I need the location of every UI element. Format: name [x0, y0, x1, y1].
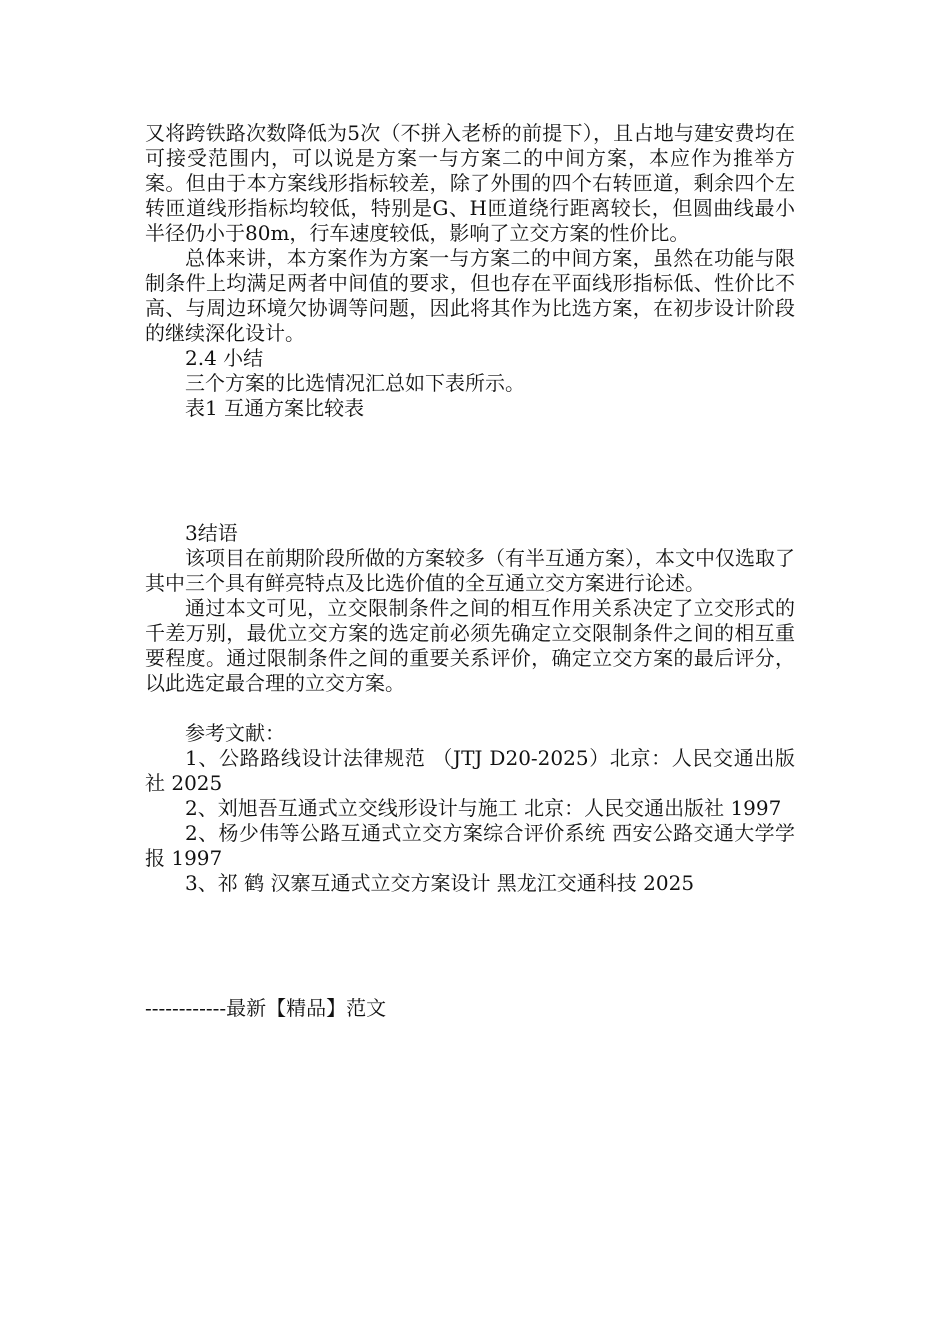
body-paragraph-3: 三个方案的比选情况汇总如下表所示。	[185, 371, 525, 395]
table-caption: 表1 互通方案比较表	[185, 396, 365, 420]
body-paragraph-1: 又将跨铁路次数降低为5次（不拼入老桥的前提下），且占地与建安费均在可接受范围内，可以说是方案一与方案二的中间方案，本应作为推举方案。但由于本方案线形指标较差，除了外围的四个右转匝道，剩余四个左转匝道线形指标均较低，特别是G、H匝道绕行距离较长，但圆曲线最小半径仍小于80m，行车速度较低，影响了立交方案的性价比。	[145, 121, 795, 245]
section-heading-3: 3结语	[185, 521, 238, 545]
reference-item-1: 1、公路路线设计法律规范 （JTJ D20-2025）北京：人民交通出版社 2025	[145, 746, 795, 795]
spacer	[145, 696, 795, 721]
reference-item-4: 3、祁 鹤 汉寨互通式立交方案设计 黑龙江交通科技 2025	[185, 871, 695, 895]
document-page	[145, 121, 795, 896]
table-placeholder-space	[145, 421, 795, 521]
body-paragraph-2: 总体来讲，本方案作为方案一与方案二的中间方案，虽然在功能与限制条件上均满足两者中间值的要求，但也存在平面线形指标低、性价比不高、与周边环境欠协调等问题，因此将其作为比选方案，在初步设计阶段的继续深化设计。	[145, 246, 795, 345]
body-paragraph-5: 通过本文可见，立交限制条件之间的相互作用关系决定了立交形式的千差万别，最优立交方案的选定前必须先确定立交限制条件之间的相互重要程度。通过限制条件之间的重要关系评价，确定立交方案的最后评分，以此选定最合理的立交方案。	[145, 596, 795, 695]
body-paragraph-4: 该项目在前期阶段所做的方案较多（有半互通方案），本文中仅选取了其中三个具有鲜亮特点及比选价值的全互通立交方案进行论述。	[145, 546, 795, 595]
section-heading-2-4: 2.4 小结	[185, 346, 264, 370]
references-heading: 参考文献：	[185, 721, 285, 745]
reference-item-3: 2、杨少伟等公路互通式立交方案综合评价系统 西安公路交通大学学报 1997	[145, 821, 795, 870]
footer-text: ------------最新【精品】范文	[145, 996, 387, 1020]
reference-item-2: 2、刘旭吾互通式立交线形设计与施工 北京：人民交通出版社 1997	[185, 796, 782, 820]
